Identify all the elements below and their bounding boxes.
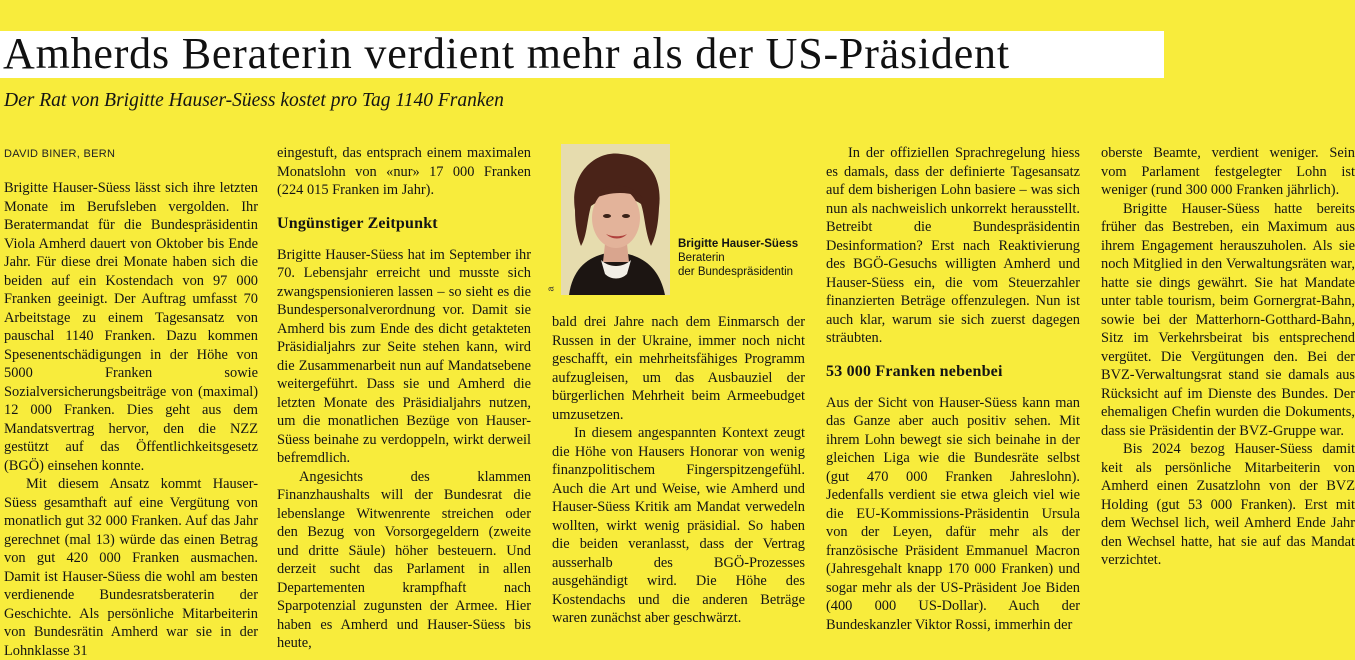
- photo-caption: [678, 237, 818, 279]
- photo-credit: a: [545, 286, 556, 292]
- portrait-illustration: [561, 144, 670, 295]
- portrait-photo: [561, 144, 670, 295]
- caption-role-line-2: der Bundespräsidentin: [678, 266, 794, 278]
- section-heading: Ungünstiger Zeitpunkt: [277, 214, 438, 232]
- paragraph: Mit diesem Ansatz kommt Hauser-Süess gesamthaft auf eine Vergütung von monatlich gut 32 000 Franken. Auf das Jahr gerechnet (mal 13) würde das einen Betrag von gut 420 000 Franken ausmachen. Damit ist Hauser-Süess die wohl am besten verdienende Bundesratsberaterin der Geschichte. Als persönliche Mitarbeiterin von Bundesrätin Amherd war sie in der Lohnklasse 31: [4, 476, 258, 659]
- paragraph: Brigitte Hauser-Süess lässt sich ihre letzten Monate im Berufsleben vergolden. Ihr Beratermandat für die Bundespräsidentin Viola Amherd dauert von Oktober bis Ende Jahr. Für diese drei Monate haben sich die beiden auf ein Kostendach von 97 000 Franken geeinigt. Der Auftrag umfasst 70 Arbeitstage zu einem Tagesansatz von pauschal 1140 Franken. Dazu kommen Spesenentschädigungen in der Höhe von 5000 Franken sowie Sozialversicherungsbeiträge von (maximal) 12 000 Franken. Dies geht aus dem Mandatsvertrag hervor, den die NZZ gestützt auf das Öffentlichkeitsgesetz (BGÖ) einsehen konnte.: [4, 180, 258, 474]
- paragraph: Brigitte Hauser-Süess hatte bereits früher das Bestreben, ein Maximum aus ihrem Engagement herauszuholen. Als sie noch Mitglied in den Verwaltungsräten war, hatte sie dings gewährt. Sie hat Mandate unter table tourism, beim Gornergrat-Bahn, sowie bei der Matterhorn-Gotthard-Bahn, Sitz im Verkehrsbeirat bis entsprechend vergütet. Die Vergütungen den. Bei der BVZ-Verwaltungsrat stand sie damals aus Rücksicht auf im Dienste des Bundes. Der ehemaligen Chefin wurden die Dokuments, dass sie Präsidentin der BVZ-Gruppe war.: [1101, 200, 1355, 439]
- article-column-3: [552, 313, 805, 628]
- caption-name: Brigitte Hauser-Süess: [678, 238, 799, 250]
- paragraph: In der offiziellen Sprachregelung hiess es damals, dass der definierte Tagesansatz auf dem bisherigen Lohn basiere – was sich nun als nachweislich unkorrekt herausstellt. Betreibt die Bundespräsidentin Desinformation? Erst nach Reaktivierung des BGÖ-Gesuchs willigten Amherd und Hauser-Süess ein, die vom Steuerzahler finanzierten Beträge offenzulegen. Nun ist auch klar, warum sie sich zuerst dagegen sträubten.: [826, 145, 1080, 346]
- subheadline: Der Rat von Brigitte Hauser-Süess kostet pro Tag 1140 Franken: [4, 90, 504, 111]
- paragraph: Angesichts des klammen Finanzhaushalts will der Bundesrat die lebenslange Witwenrente streichen oder den Bezug von Vorsorgegeldern (zweite und dritte Säule) höher besteuern. Und derzeit sucht das Parlament in allen Departementen krampfhaft nach Sparpotenzial zugunsten der Armee. Hier haben es Amherd und Hauser-Süess bis heute,: [277, 468, 531, 651]
- paragraph: In diesem angespannten Kontext zeugt die Höhe von Hausers Honorar von wenig finanzpolitischem Fingerspitzengefühl. Auch die Art und Weise, wie Amherd und Hauser-Süess Kritik am Mandat verwedeln wollten, wirkt wenig präsidial. So haben die beiden veranlasst, dass der Vertrag ausserhalb des BGÖ-Prozesses ausgehändigt wird. Die Höhe des Kostendachs und die anderen Beträge waren zunächst aber geschwärzt.: [552, 425, 805, 626]
- paragraph: oberste Beamte, verdient weniger. Sein vom Parlament festgelegter Lohn ist weniger (rund 300 000 Franken jährlich).: [1101, 145, 1355, 198]
- article-column-2: [277, 144, 531, 653]
- byline: DAVID BINER, BERN: [4, 148, 116, 160]
- paragraph: eingestuft, das entsprach einem maximalen Monatslohn von «nur» 17 000 Franken (224 015 Franken im Jahr).: [277, 145, 531, 198]
- caption-role-line-1: Beraterin: [678, 252, 725, 264]
- section-heading: 53 000 Franken nebenbei: [826, 362, 1003, 380]
- paragraph: Aus der Sicht von Hauser-Süess kann man das Ganze aber auch positiv sehen. Mit ihrem Lohn bewegt sie sich beinahe in der gleichen Liga wie die Bundesräte selbst (gut 470 000 Franken Jahreslohn). Jedenfalls verdient sie etwa gleich viel wie die EU-Kommissions-Präsidentin Ursula von der Leyen, dafür mehr als der französische Präsident Emmanuel Macron (Jahresgehalt knapp 170 000 Franken) und sogar mehr als der US-Präsident Joe Biden (400 000 US-Dollar). Auch der Bundeskanzler Viktor Rossi, immerhin der: [826, 394, 1080, 633]
- paragraph: Bis 2024 bezog Hauser-Süess damit keit als persönliche Mitarbeiterin von Amherd einen Zusatzlohn von der BVZ Holding (gut 53 000 Franken). Erst mit dem Wechsel lich, weil Amherd Ende Jahr den Wechsel hatte, hat sie auf das Mandat verzichtet.: [1101, 441, 1355, 568]
- paragraph: Brigitte Hauser-Süess hat im September ihr 70. Lebensjahr erreicht und musste sich zwangspensionieren lassen – so sieht es die Bundespersonalverordnung vor. Damit sie Amherd bis zum Ende des dicht getakteten Präsidialjahrs zur Seite stehen kann, wird die Zusammenarbeit nun auf Mandatsebene weitergeführt. Dass sie und Amherd die letzten Monate des Präsidialjahrs nutzen, um die monatlichen Bezüge von Hauser-Süess beinahe zu verdoppeln, wirkt derweil befremdlich.: [277, 246, 531, 466]
- article-column-4: [826, 144, 1080, 634]
- paragraph: bald drei Jahre nach dem Einmarsch der Russen in der Ukraine, immer noch nicht geschafft, ein mehrheitsfähiges Programm aufzugleisen, um das Ausbauziel der bürgerlichen Mehrheit beim Armeebudget umzusetzen.: [552, 314, 805, 423]
- article-column-1: [4, 147, 258, 660]
- article-column-5: [1101, 144, 1355, 570]
- headline: Amherds Beraterin verdient mehr als der US-Präsident: [3, 29, 1010, 78]
